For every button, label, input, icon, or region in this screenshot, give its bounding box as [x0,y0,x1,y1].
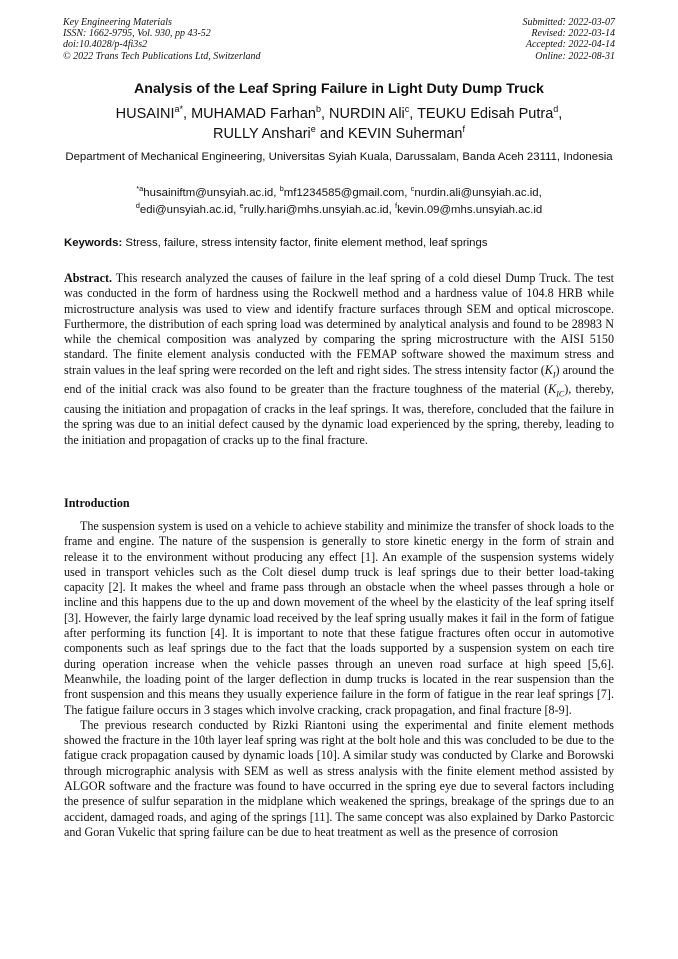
email-sup: f [394,201,398,211]
abstract [64,271,614,448]
email-sup: b [279,184,284,194]
author-list [50,104,628,144]
submission-dates [523,17,616,62]
abstract-text: ), thereby, causing the initiation and propagation of cracks in the leaf springs. It was, therefore, concluded that the failure in the spring was due to an initial defect caused by the dynamic load experienced by the spring, thereby, leading to the initiation and propagation of cracks up to the final fracture. [64,382,615,447]
affiliation: Department of Mechanical Engineering, Universitas Syiah Kuala, Darussalam, Banda Aceh 23111, Indonesia [65,151,613,163]
author-name: KEVIN Suherman [348,126,463,142]
author-sup: f [462,124,466,135]
email-sup: d [135,201,140,211]
email-sep: , [404,187,411,199]
journal-issn: ISSN: 1662-9795, Vol. 930, pp 43-52 [63,28,211,40]
keywords [64,237,624,249]
author-name: NURDIN Ali [329,106,405,122]
symbol-k: K [548,382,557,397]
email-sep: , [538,187,542,199]
email-link[interactable]: kevin.09@mhs.unsyiah.ac.id [397,204,543,216]
author-name: RULLY Anshari [212,126,311,142]
author-name: HUSAINI [115,106,175,122]
introduction-body [64,519,614,840]
journal-info [63,17,261,62]
date-accepted: Accepted: 2022-04-14 [525,39,615,51]
section-heading: Introduction [64,496,130,510]
paragraph: The suspension system is used on a vehicle to achieve stability and minimize the transfer of shock loads to the frame and engine. The nature of the suspension is generally to store kinetic energy in the form of strain and release it to the environment without producing any effect [1]. An example of the suspension systems widely used in transport vehicles such as the Colt diesel dump truck is leaf springs due to their better load-taking capacity [2]. It makes the wheel and frame pass through an obstacle when the wheel passes through a hole or incline and this happens due to the up and down movement of the wheel by the elasticity of the leaf spring itself [3]. However, the fairly large dynamic load received by the leaf spring usually makes it fail in the form of fatigue after performing its function [4]. It is important to note that these fatigue fractures often occur in automotive components such as leaf springs due to the fact that the loads supported by a suspension system on each tire during operation increase when the vehicle passes through an uneven road surface at high speed [5,6]. Meanwhile, the loading point of the larger deflection in dump trucks is located in the rear suspension than the front suspension and this means they usually experience failure in the form of fatigue in the rear leaf springs [7]. The fatigue failure occurs in 3 stages which involve cracking, crack propagation, and final fracture [8-9]. [64,519,614,717]
date-submitted: Submitted: 2022-03-07 [522,17,615,28]
paragraph: The previous research conducted by Rizki Riantoni using the experimental and finite element methods showed the fracture in the 10th layer leaf spring was right at the bolt hole and this was concluded to be due to the fatigue crack propagation caused by dynamic loads [10]. A similar study was conducted by Clarke and Borowski through micrographic analysis with SEM as well as stress analysis with the finite element method assisted by ALGOR software and the fracture was found to have occurred in the spring eye due to several factors including the presence of sulfur separation in the midplane which weakened the springs, breakage of the springs due to an accident, damaged roads, and aging of the springs [11]. The same concept was also explained by Darko Pastorcic and Goran Vukelic that spring failure can be due to heat treatment as well as the presence of corrosion [64,717,614,839]
email-link[interactable]: mf1234585@gmail.com [283,187,405,199]
email-sup: c [410,184,415,194]
author-sep: , [558,106,563,122]
author-sup: d [553,104,559,115]
abstract-text: ) around the end of the initial crack was also found to be greater than the fracture toughness of the material ( [64,362,614,397]
author-sep: , [320,106,330,122]
email-link[interactable]: nurdin.ali@unsyiah.ac.id [414,187,539,199]
author-sup: a* [174,104,184,115]
journal-doi: doi:10.4028/p-4fi3s2 [63,39,148,51]
author-sup: b [315,104,321,115]
email-link[interactable]: husainiftm@unsyiah.ac.id [143,187,274,199]
symbol-k: K [544,362,553,377]
email-sep: , [388,204,395,216]
journal-name: Key Engineering Materials [63,17,172,28]
email-link[interactable]: rully.hari@mhs.unsyiah.ac.id [243,204,389,216]
keywords-label: Keywords: [64,237,123,249]
author-name: MUHAMAD Farhan [191,106,316,122]
email-sup: *a [136,184,144,194]
journal-copyright: © 2022 Trans Tech Publications Ltd, Switzerland [63,50,261,62]
email-sup: e [239,201,244,211]
symbol-sub: IC [556,389,565,399]
author-emails [55,185,623,219]
date-online: Online: 2022-08-31 [535,50,615,62]
abstract-label: Abstract. [64,271,113,285]
email-sep: , [233,204,240,216]
author-sep: , [183,106,192,122]
author-sup: c [404,104,410,115]
email-sep: , [273,187,280,199]
author-name: TEUKU Edisah Putra [417,106,554,122]
author-sep: , [409,106,418,122]
email-link[interactable]: edi@unsyiah.ac.id [139,204,234,216]
keywords-text: Stress, failure, stress intensity factor, finite element method, leaf springs [122,237,488,249]
symbol-sub: I [552,370,556,380]
paper-title: Analysis of the Leaf Spring Failure in Light Duty Dump Truck [134,81,544,97]
abstract-text: This research analyzed the causes of failure in the leaf spring of a cold diesel Dump Truck. The test was conducted in the form of hardness using the Rockwell method and a hardness value of 104.8 HRB while microstructure analysis was used to view and identify fracture surfaces through SEM and optical microscope. Furthermore, the distribution of each spring load was determined by analytical analysis and found to be 28983 N while the chemical composition was analyzed by comparing the spring microstructure with the AISI 5150 standard. The finite element analysis conducted with the FEMAP software showed the maximum stress and strain values in the leaf spring were recorded on the left and right sides. The stress intensity factor ( [64,271,614,377]
author-sep: and [315,126,349,142]
author-sup: e [310,124,316,135]
date-revised: Revised: 2022-03-14 [531,28,615,40]
